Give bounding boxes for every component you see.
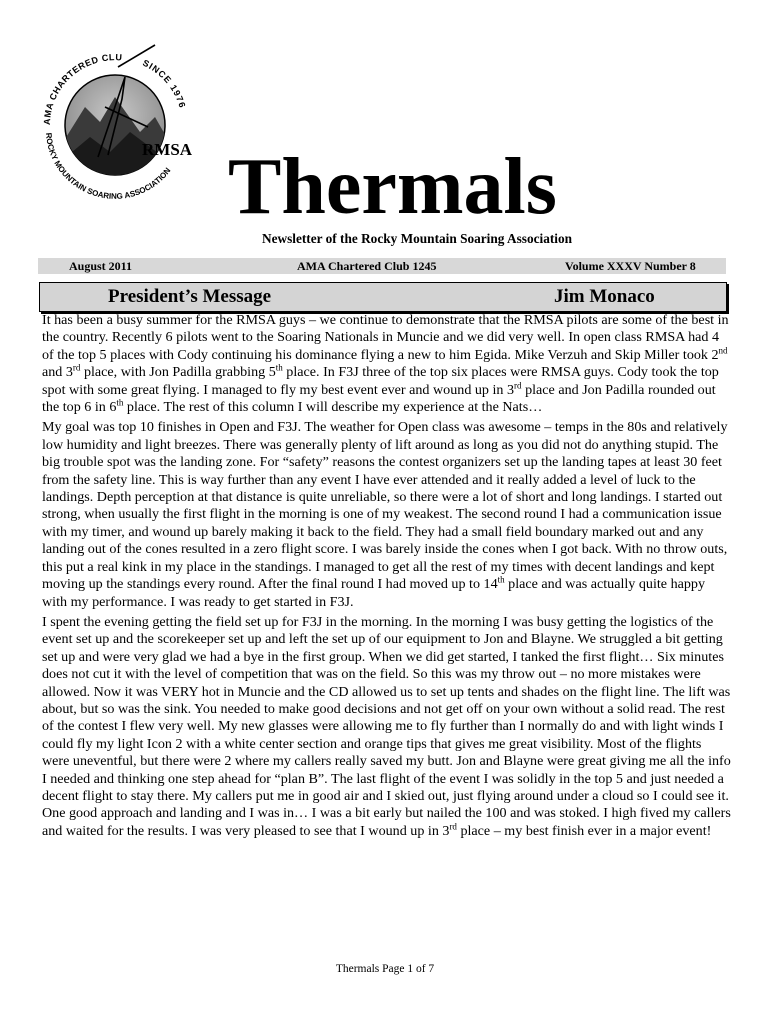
issue-volume: Volume XXXV Number 8	[565, 259, 696, 273]
newsletter-title: Thermals	[228, 143, 557, 231]
section-title: President’s Message	[108, 286, 272, 307]
logo-center-text: RMSA	[142, 140, 193, 159]
rmsa-logo	[30, 37, 200, 207]
logo-ring-right-text: SINCE 1976	[141, 57, 188, 110]
article-paragraph-3: I spent the evening getting the field set up for F3J in the morning. In the morning I was busy getting the logistics of the event set up and the scorekeeper set up and left the set up of our equipment to Jon and Blayne. We struggled a bit getting set up and were very glad we had a bye in the first group. When we did get started, I tanked the first flight… Six minutes does not cut it with the level of competition that was on the field. So this was my throw out – no more mistakes were allowed. Now it was VERY hot in Muncie and the CD allowed us to set up tents and shades on the flight line. The lift was about, but so was the sink. You needed to make good decisions and not get off on your own without a solid read. The rest of the contest I flew very well. My new glasses were allowing me to fly further than I normally do and with light winds I could fly my light Icon 2 with a white center section and orange tips that gives me great visibility. Most of the flights were uneventful, but there were 2 where my callers really saved my butt. Jon and Blayne were great giving me all the info I needed and thinking one step ahead for “plan B”. The last flight of the event I was solidly in the top 5 and just needed a decent flight to stay there. My callers put me in good air and I skied out, just flying around under a cloud so I could see it. One good approach and landing and I was in… I was a bit early but nailed the 100 and was stoked. I high fived my callers and waited for the results. I was very pleased to see that I wound up in 3rd place – my best finish ever in a major event!	[42, 613, 731, 839]
logo-ring-top-text: AMA CHARTERED CLU	[41, 52, 123, 126]
article-paragraph-2: My goal was top 10 finishes in Open and F3J. The weather for Open class was awesome – temps in the 80s and relatively low humidity and light breezes. There was generally plenty of lift around as long as you did not do anything stupid. The big trouble spot was the landing zone. For “safety” reasons the contest organizers set up the landing tapes at least 30 feet from the safety line. This is way further than any event I have ever attended and it really added a level of luck to the landings. Depth perception at that distance is quite unreliable, so there were a lot of short and long landings. I started out strong, when usually the first flight in the morning is one of my weakest. The second round I had a communication issue with my timer, and wound up barely making it back to the field. They had a small field boundary marked out and any landing out of the cones resulted in a zero flight score. I was barely inside the cones when I got back. With no throw outs, this put a real kink in my place in the standings. I managed to get all the rest of my times with decent landings and kept moving up the standings every round. After the final round I had moved up to 14th place and was actually quite happy with my performance. I was ready to get started in F3J.	[42, 419, 728, 610]
article-paragraph-1: It has been a busy summer for the RMSA guys – we continue to demonstrate that the RMSA pilots are some of the best in the country. Recently 6 pilots went to the Soaring Nationals in Muncie and we did very well. In open class RMSA had 4 of the top 5 places with Cody continuing his dominance flying a new to him Egida. Mike Verzuh and Skip Miller took 2nd and 3rd place, with Jon Padilla grabbing 5th place. In F3J three of the top six places were RMSA guys. Cody took the top spot with some great flying. I managed to fly my best event ever and wound up in 3rd place and Jon Padilla rounded out the top 6 in 6th place. The rest of this column I will describe my experience at the Nats…	[42, 312, 729, 416]
logo-ring-bottom-text: ROCKY MOUNTAIN SOARING ASSOCIATION	[43, 132, 173, 201]
issue-date: August 2011	[69, 259, 133, 273]
club-charter: AMA Chartered Club 1245	[297, 259, 437, 273]
section-header	[39, 282, 727, 312]
newsletter-subtitle: Newsletter of the Rocky Mountain Soaring Association	[262, 231, 573, 246]
article-body	[42, 312, 732, 843]
issue-info-bar	[38, 258, 726, 274]
section-author: Jim Monaco	[554, 286, 655, 307]
page-footer: Thermals Page 1 of 7	[335, 963, 435, 975]
